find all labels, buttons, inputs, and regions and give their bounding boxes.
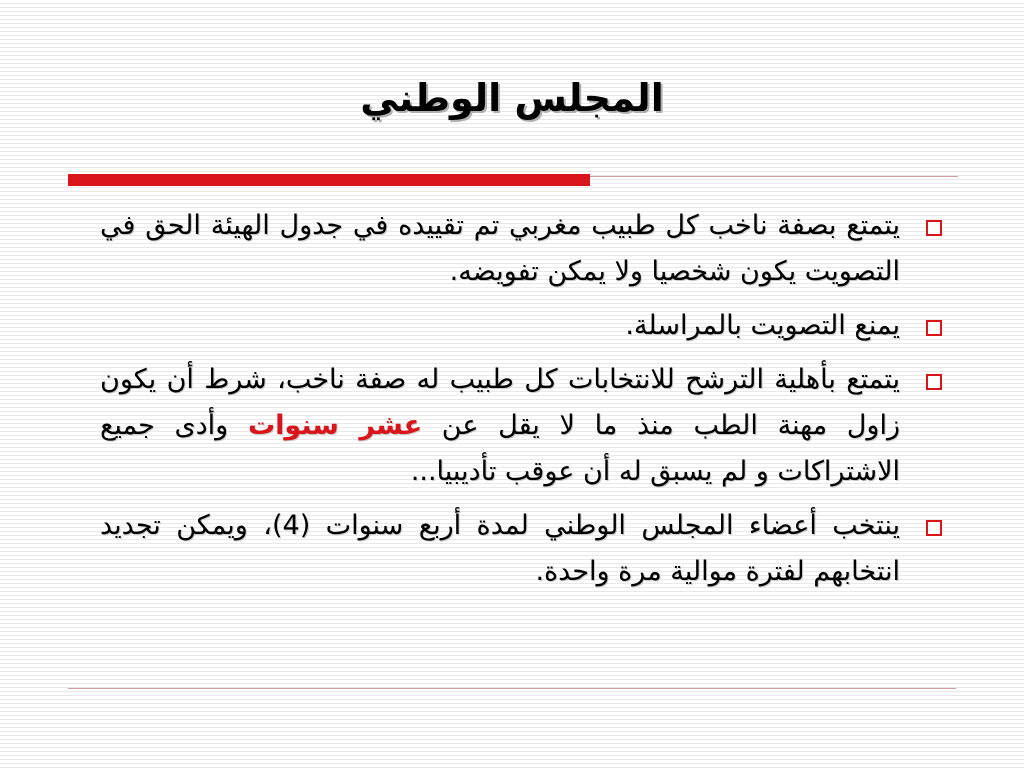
bullet-text: وأدى جميع الاشتراكات و لم يسبق له أن عوقب تأديبيا... — [100, 410, 900, 487]
bullet-item-candidacy — [100, 357, 950, 495]
hollow-square-icon — [926, 374, 942, 390]
bullet-text: يتمتع بصفة ناخب كل طبيب مغربي تم تقييده في جدول الهيئة الحق في التصويت يكون شخصيا ولا يمكن تفويضه. — [100, 210, 900, 287]
title-divider-red — [68, 174, 590, 186]
slide-title: المجلس الوطني — [360, 76, 664, 120]
bullet-text: ينتخب أعضاء المجلس الوطني لمدة أربع سنوات (4)، ويمكن تجديد انتخابهم لفترة موالية مرة واحدة. — [100, 510, 900, 587]
hollow-square-icon — [926, 320, 942, 336]
bullet-item-mail-voting — [100, 303, 950, 349]
hollow-square-icon — [926, 220, 942, 236]
bullet-highlight-ten-years: عشر سنوات — [247, 410, 423, 441]
bullet-item-term-length — [100, 503, 950, 595]
bullet-text: يتمتع بأهلية الترشح للانتخابات كل طبيب له صفة ناخب، شرط أن يكون زاول مهنة الطب منذ ما لا يقل عن — [100, 364, 900, 441]
hollow-square-icon — [926, 520, 942, 536]
bullet-list — [100, 203, 950, 603]
bullet-text: يمنع التصويت بالمراسلة. — [625, 310, 900, 341]
title-divider-gray — [590, 176, 958, 177]
bottom-divider — [68, 688, 956, 689]
bullet-item-voting-right — [100, 203, 950, 295]
